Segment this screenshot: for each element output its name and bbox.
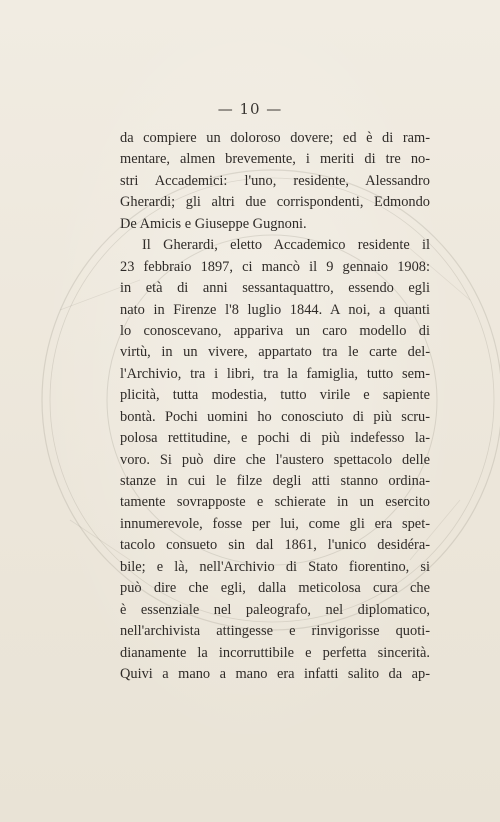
text-line: innumerevole, fosse per lui, come gli era spet- [120,515,430,532]
text-line: Il Gherardi, eletto Accademico residente il [142,237,430,254]
text-line: 23 febbraio 1897, ci mancò il 9 gennaio 1908: [120,258,430,275]
text-line: bile; e là, nell'Archivio di Stato fiorentino, si [120,558,430,575]
text-line: da compiere un doloroso dovere; ed è di ram- [120,130,430,146]
text-line: nell'archivista attingesse e rinvigorisse quoti- [120,623,430,640]
text-line: stri Accademici: l'uno, residente, Alessandro [120,172,430,189]
text-line: tacolo consueto sin dal 1861, l'unico desidéra- [120,537,430,554]
text-line: Quivi a mano a mano era infatti salito da ap- [120,665,430,682]
text-line: voro. Si può dire che l'austero spettacolo delle [120,451,430,468]
text-line: è essenziale nel paleografo, nel diplomatico, [120,601,430,618]
text-line: dianamente la incorruttibile e perfetta sincerità. [120,644,430,661]
text-line: bontà. Pochi uomini ho conosciuto di più scru- [120,408,430,425]
text-line: De Amicis e Giuseppe Gugnoni. [120,215,307,232]
text-line: polosa rettitudine, e pochi di più indefesso la- [120,430,430,447]
text-line: mentare, almen brevemente, i meriti di tre no- [120,151,430,168]
text-line: virtù, in un vivere, appartato tra le carte del- [120,344,430,361]
page-number: — 10 — [217,100,283,118]
text-line: lo conoscevano, appariva un caro modello di [120,322,430,339]
text-line: l'Archivio, tra i libri, tra la famiglia, tutto sem- [120,365,430,382]
text-line: stanze in cui le filze degli atti stanno ordina- [120,473,430,489]
text-line: nato in Firenze l'8 luglio 1844. A noi, a quanti [120,301,430,318]
text-line: può dire che egli, dalla meticolosa cura che [120,580,430,597]
text-line: in età di anni sessantaquattro, essendo egli [120,280,430,297]
text-line: tamente sovrapposte e schierate in un esercito [120,494,430,511]
text-line: plicità, tutta modestia, tutto virile e sapiente [120,387,430,404]
body-text [120,128,430,685]
text-line: Gherardi; gli altri due corrispondenti, Edmondo [120,194,430,211]
